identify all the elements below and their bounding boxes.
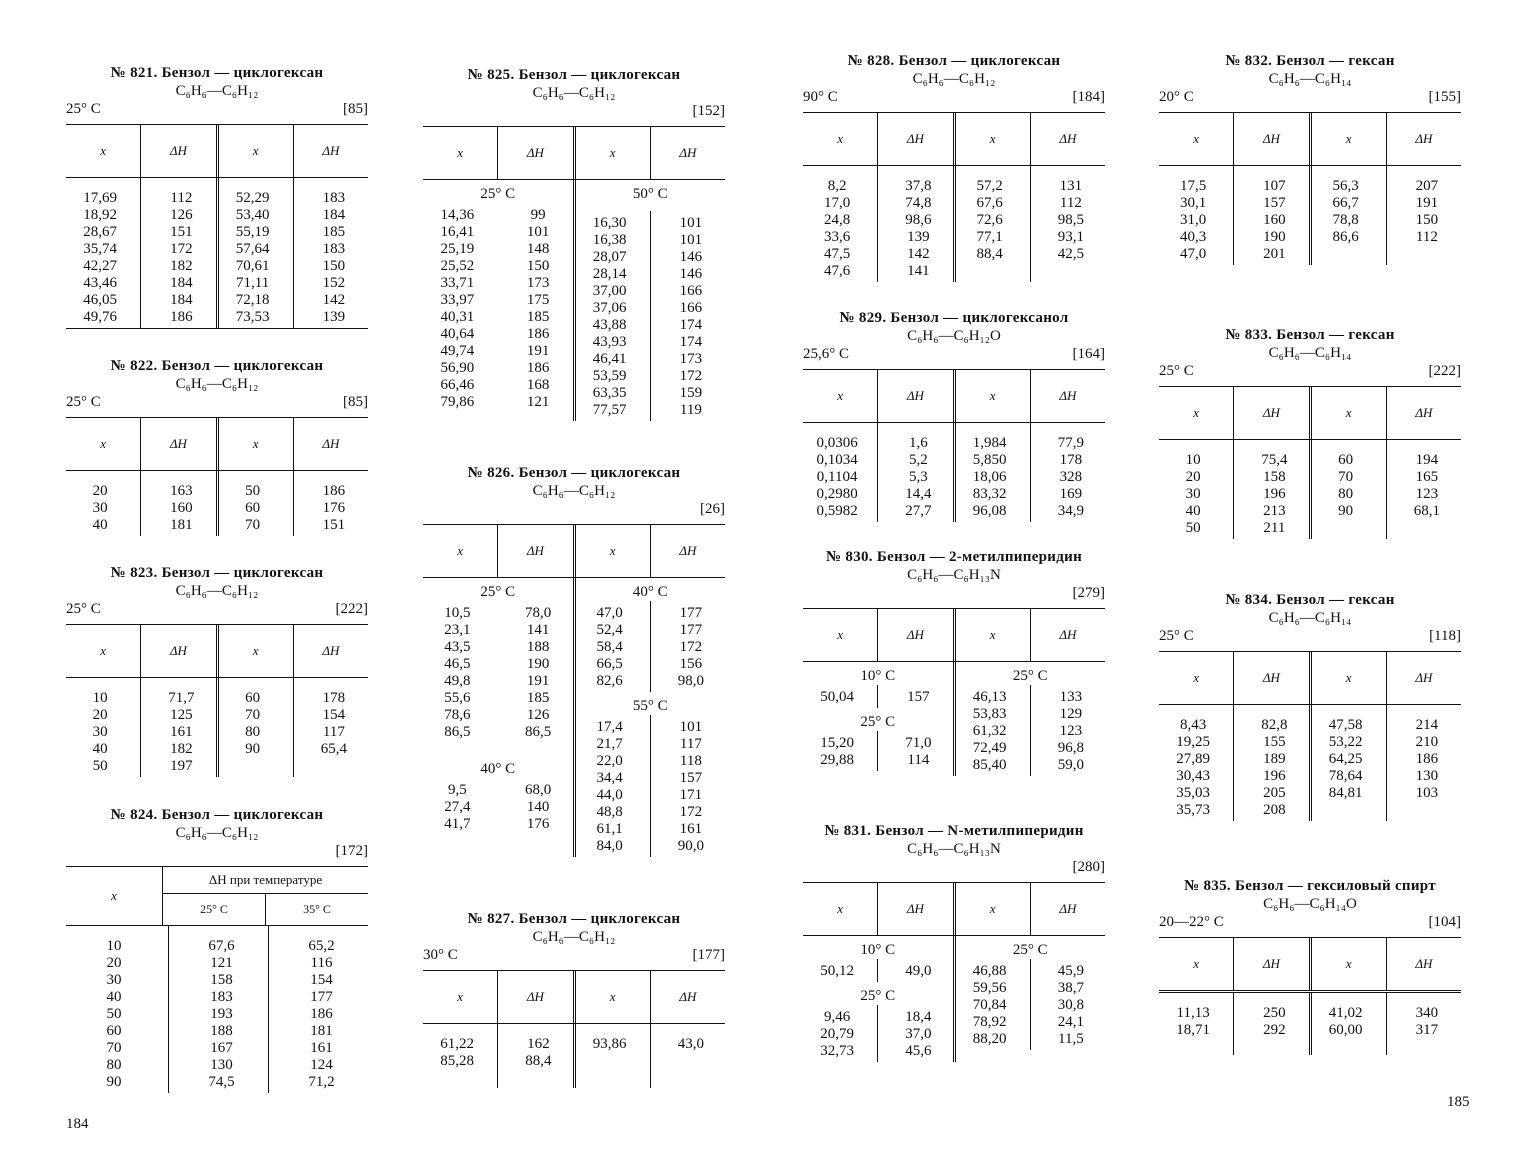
table-column: 340 317	[1386, 993, 1461, 1055]
temperature-subheader: 25° C	[860, 988, 896, 1004]
entry-827	[423, 910, 725, 1088]
page-number-left: 184	[66, 1116, 89, 1132]
table-column: 75,4 158 196 213 211	[1233, 440, 1308, 539]
entry-829	[803, 309, 1105, 522]
table-column: 61,22 85,28	[440, 1036, 474, 1069]
table-column: 46,13 53,83 61,32 72,49 85,40	[972, 689, 1007, 773]
temperature-subheader: 25° C	[1012, 942, 1048, 958]
table-column: 177 177 172 156 98,0	[650, 601, 725, 692]
entry-reference: [164]	[1072, 346, 1105, 362]
table-column: 178 154 117 65,4	[293, 678, 368, 777]
entry-reference: [222]	[335, 601, 368, 617]
table-column: 9,5 27,4 41,7	[444, 782, 471, 832]
data-table: x ΔH x ΔH 61,22 85,28 162 88,4 93,86 43,0	[423, 970, 725, 1088]
table-column: 67,6 121 158 183 193 188 167 130 74,5	[168, 926, 268, 1093]
entry-title: № 826. Бензол — циклогексан	[467, 465, 681, 481]
entry-830	[803, 548, 1105, 776]
table-column: 56,3 66,7 78,8 86,6	[1309, 166, 1386, 265]
entry-temperature: 20° C	[1159, 89, 1194, 105]
entry-formula: C₆H₆—C₆H₁₃N	[907, 841, 1001, 857]
table-column: 10 20 30 40 50	[92, 690, 108, 774]
entry-825	[423, 66, 725, 421]
entry-formula: C₆H₆—C₆H₁₄O	[1263, 896, 1357, 912]
entry-title: № 835. Бензол — гексиловый спирт	[1184, 878, 1436, 894]
temperature-subheader: 25° C	[480, 186, 516, 202]
entry-formula: C₆H₆—C₆H₁₂	[532, 483, 616, 499]
entry-reference: [184]	[1072, 89, 1105, 105]
table-column: 183 184 185 183 150 152 142 139	[293, 178, 368, 328]
table-column: 8,2 17,0 24,8 33,6 47,5 47,6	[824, 178, 851, 279]
entry-reference: [104]	[1428, 914, 1461, 930]
data-table: x ΔH x ΔH 20 30 40 163 160 181 50 60 70 186 176 151	[66, 417, 368, 536]
entry-formula: C₆H₆—C₆H₁₂	[175, 376, 259, 392]
table-column: 99 101 148 150 173 175 185 186 191 186 168 121	[526, 207, 550, 410]
data-table: x ΔH x ΔH 25° C 10,5 23,1 43,5 46,5 49,8 55,6 78,6 86,5 78,0 141 188 190 191 185 126 86,5 40° C 9,5 27,4 41,7 68,0 140 176 40° C 47,0 52,4 58,4 66,5 82,6 177 177 172 156 98,0 55° C 17,4 21,7 22,0 34,4 44,0 48,8 61,1 84,0 101 117 118 157 171 172 161 90,0	[423, 524, 725, 857]
entry-824	[66, 806, 368, 1093]
entry-title: № 821. Бензол — циклогексан	[110, 65, 324, 81]
table-column: 93,86	[573, 1024, 650, 1088]
table-column: 71,7 125 161 182 197	[140, 678, 215, 777]
entry-reference: [85]	[343, 101, 368, 117]
table-column: 17,5 30,1 31,0 40,3 47,0	[1180, 178, 1207, 262]
entry-title: № 832. Бензол — гексан	[1225, 53, 1395, 69]
entry-reference: [26]	[700, 501, 725, 517]
table-column: 1,6 5,2 5,3 14,4 27,7	[877, 423, 952, 522]
table-column: 65,2 116 154 177 186 181 161 124 71,2	[268, 926, 368, 1093]
entry-temperature: 25° C	[66, 601, 101, 617]
data-table: x ΔH x ΔH 10 20 30 40 50 75,4 158 196 213 211 60 70 80 90 194 165 123 68,1	[1159, 386, 1461, 539]
data-table: x ΔH x ΔH 10° C 50,12 49,0 25° C 9,46 20,79 32,73 18,4 37,0 45,6 25° C 46,88 59,56 70,84 78,92 88,20 45,9 38,7 30,8 24,1 11,5	[803, 882, 1105, 1062]
entry-832	[1159, 52, 1461, 265]
data-table: x ΔH при температуре 25° C 35° C 10 20 30 40 50 60 70 80 90 67,6 121 158 183 193 188 167 130 74,5 65,2 116 154 177 186 181 161 124 71,2	[66, 866, 368, 1093]
entry-temperature: 25° C	[66, 101, 101, 117]
table-column: 37,8 74,8 98,6 139 142 141	[877, 166, 952, 282]
table-column: 49,0	[877, 959, 952, 982]
data-table: x ΔH x ΔH 17,69 18,92 28,67 35,74 42,27 43,46 46,05 49,76 112 126 151 172 182 184 184 186 52,29 53,40 55,19 57,64 70,61 71,11 72,18 73,53 183 184 185 183 150 152 142 139	[66, 124, 368, 329]
entry-formula: C₆H₆—C₆H₁₂	[532, 85, 616, 101]
table-column: 52,29 53,40 55,19 57,64 70,61 71,11 72,18 73,53	[216, 178, 293, 328]
entry-reference: [85]	[343, 394, 368, 410]
table-column: 17,69 18,92 28,67 35,74 42,27 43,46 46,05 49,76	[83, 190, 117, 325]
data-table: x ΔH x ΔH 11,13 18,71 250 292 41,02 60,00 340 317	[1159, 937, 1461, 1055]
table-column: 50,04	[820, 689, 854, 705]
table-column: 78,0 141 188 190 191 185 126 86,5	[525, 605, 552, 740]
table-column: 162 88,4	[497, 1024, 572, 1088]
entry-formula: C₆H₆—C₆H₁₄	[1268, 345, 1352, 361]
table-column: 250 292	[1233, 993, 1308, 1055]
entry-834	[1159, 591, 1461, 821]
entry-reference: [280]	[1072, 859, 1105, 875]
data-table: x ΔH x ΔH 10° C 50,04 157 25° C 15,20 29,88 71,0 114 25° C 46,13 53,83 61,32 72,49 85,40 133 129 123 96,8 59,0	[803, 608, 1105, 776]
data-table: x ΔH x ΔH 10 20 30 40 50 71,7 125 161 182 197 60 70 80 90 178 154 117 65,4	[66, 624, 368, 777]
temperature-subheader: 40° C	[632, 584, 668, 600]
entry-formula: C₆H₆—C₆H₁₂	[175, 83, 259, 99]
data-table: x ΔH x ΔH 17,5 30,1 31,0 40,3 47,0 107 157 160 190 201 56,3 66,7 78,8 86,6 207 191 150 112	[1159, 112, 1461, 265]
table-column: 77,9 178 328 169 34,9	[1030, 423, 1105, 522]
table-column: 57,2 67,6 72,6 77,1 88,4	[953, 166, 1030, 282]
table-column: 214 210 186 130 103	[1386, 705, 1461, 821]
entry-temperature: 30° C	[423, 947, 458, 963]
temperature-subheader: 50° C	[632, 186, 668, 202]
table-column: 107 157 160 190 201	[1233, 166, 1308, 265]
entry-reference: [279]	[1072, 585, 1105, 601]
table-column: 10 20 30 40 50	[1185, 452, 1201, 536]
table-column: 186 176 151	[293, 471, 368, 536]
table-column: 8,43 19,25 27,89 30,43 35,03 35,73	[1176, 717, 1210, 818]
entry-formula: C₆H₆—C₆H₁₂	[175, 583, 259, 599]
temperature-subheader: 25° C	[480, 584, 516, 600]
table-column: 68,0 140 176	[525, 782, 552, 832]
table-column: 16,30 16,38 28,07 28,14 37,00 37,06 43,88 43,93 46,41 53,59 63,35 77,57	[592, 215, 627, 418]
entry-reference: [118]	[1429, 628, 1461, 644]
entry-formula: C₆H₆—C₆H₁₃N	[907, 567, 1001, 583]
entry-826	[423, 464, 725, 857]
table-column: 131 112 98,5 93,1 42,5	[1030, 166, 1105, 282]
table-column: 133 129 123 96,8 59,0	[1030, 685, 1105, 776]
page-number-right: 185	[1447, 1094, 1470, 1110]
entry-title: № 831. Бензол — N-метилпиперидин	[824, 823, 1084, 839]
table-column: 47,0 52,4 58,4 66,5 82,6	[596, 605, 623, 689]
entry-title: № 823. Бензол — циклогексан	[110, 565, 324, 581]
temperature-subheader: 40° C	[480, 761, 516, 777]
table-column: 10 20 30 40 50 60 70 80 90	[106, 938, 122, 1090]
data-table: x ΔH x ΔH 8,43 19,25 27,89 30,43 35,03 35,73 82,8 155 189 196 205 208 47,58 53,22 64,25 78,64 84,81 214 210 186 130 103	[1159, 651, 1461, 821]
table-column: 14,36 16,41 25,19 25,52 33,71 33,97 40,31 40,64 49,74 56,90 66,46 79,86	[440, 207, 475, 410]
entry-temperature: 25° C	[1159, 363, 1194, 379]
entry-reference: [172]	[335, 843, 368, 859]
table-column: 163 160 181	[140, 471, 215, 536]
entry-reference: [155]	[1428, 89, 1461, 105]
table-column: 10,5 23,1 43,5 46,5 49,8 55,6 78,6 86,5	[444, 605, 471, 740]
data-table: x ΔH x ΔH 25° C 14,36 16,41 25,19 25,52 33,71 33,97 40,31 40,64 49,74 56,90 66,46 79,86 99 101 148 150 173 175 185 186 191 186 168 121 50° C 16,30 16,38 28,07 28,14 37,00 37,06 43,88 43,93 46,41 53,59 63,35 77,57 101 101 146 146 166 166 174 174 173 172 159 119	[423, 126, 725, 421]
entry-reference: [177]	[692, 947, 725, 963]
entry-title: № 830. Бензол — 2-метилпиперидин	[825, 549, 1083, 565]
table-column: 157	[877, 685, 952, 708]
entry-title: № 825. Бензол — циклогексан	[467, 67, 681, 83]
table-column: 11,13 18,71	[1176, 1005, 1210, 1038]
entry-temperature: 25° C	[66, 394, 101, 410]
entry-821	[66, 64, 368, 329]
entry-temperature: 25,6° C	[803, 346, 850, 362]
temperature-subheader: 10° C	[860, 942, 896, 958]
entry-833	[1159, 326, 1461, 539]
entry-reference: [152]	[692, 103, 725, 119]
entry-title: № 827. Бензол — циклогексан	[467, 911, 681, 927]
table-column: 1,984 5,850 18,06 83,32 96,08	[953, 423, 1030, 522]
table-column: 101 101 146 146 166 166 174 174 173 172 159 119	[650, 211, 725, 421]
entry-temperature: 90° C	[803, 89, 838, 105]
entry-title: № 834. Бензол — гексан	[1225, 592, 1395, 608]
entry-835	[1159, 877, 1461, 1055]
table-column: 20 30 40	[92, 483, 108, 533]
entry-823	[66, 564, 368, 777]
table-column: 9,46 20,79 32,73	[820, 1009, 854, 1059]
temperature-subheader: 10° C	[860, 668, 896, 684]
entry-formula: C₆H₆—C₆H₁₂	[912, 71, 996, 87]
entry-title: № 822. Бензол — циклогексан	[110, 358, 324, 374]
entry-temperature: 20—22° C	[1159, 914, 1224, 930]
entry-formula: C₆H₆—C₆H₁₂	[532, 929, 616, 945]
entry-temperature: 25° C	[1159, 628, 1194, 644]
data-table: x ΔH x ΔH 0,0306 0,1034 0,1104 0,2980 0,5982 1,6 5,2 5,3 14,4 27,7 1,984 5,850 18,06 83,32 96,08 77,9 178 328 169 34,9	[803, 369, 1105, 522]
entry-title: № 828. Бензол — циклогексан	[847, 53, 1061, 69]
table-column: 50 60 70	[216, 471, 293, 536]
entry-formula: C₆H₆—C₆H₁₂O	[907, 328, 1001, 344]
table-column: 50,12	[820, 963, 854, 979]
table-column: 60 70 80 90	[216, 678, 293, 777]
entry-828	[803, 52, 1105, 282]
table-column: 43,0	[650, 1024, 725, 1088]
table-column: 46,88 59,56 70,84 78,92 88,20	[972, 963, 1007, 1047]
table-column: 41,02 60,00	[1309, 993, 1386, 1055]
table-column: 82,8 155 189 196 205 208	[1233, 705, 1308, 821]
table-column: 71,0 114	[877, 731, 952, 771]
table-column: 18,4 37,0 45,6	[877, 1005, 952, 1062]
temperature-subheader: 25° C	[860, 714, 896, 730]
table-column: 101 117 118 157 171 172 161 90,0	[650, 715, 725, 857]
table-column: 194 165 123 68,1	[1386, 440, 1461, 539]
entry-reference: [222]	[1428, 363, 1461, 379]
table-column: 207 191 150 112	[1386, 166, 1461, 265]
entry-formula: C₆H₆—C₆H₁₂	[175, 825, 259, 841]
table-column: 0,0306 0,1034 0,1104 0,2980 0,5982	[816, 435, 858, 519]
temperature-subheader: 55° C	[632, 698, 668, 714]
table-column: 112 126 151 172 182 184 184 186	[140, 178, 215, 328]
entry-title: № 829. Бензол — циклогексанол	[839, 310, 1069, 326]
table-column: 45,9 38,7 30,8 24,1 11,5	[1030, 959, 1105, 1050]
entry-title: № 824. Бензол — циклогексан	[110, 807, 324, 823]
table-column: 17,4 21,7 22,0 34,4 44,0 48,8 61,1 84,0	[596, 719, 623, 854]
temperature-subheader: 25° C	[1012, 668, 1048, 684]
entry-831	[803, 822, 1105, 1062]
table-column: 15,20 29,88	[820, 735, 854, 768]
group-header: ΔH при температуре	[163, 867, 368, 894]
entry-822	[66, 357, 368, 536]
entry-formula: C₆H₆—C₆H₁₄	[1268, 71, 1352, 87]
table-column: 60 70 80 90	[1309, 440, 1386, 539]
table-column: 47,58 53,22 64,25 78,64 84,81	[1309, 705, 1386, 821]
entry-title: № 833. Бензол — гексан	[1225, 327, 1395, 343]
entry-formula: C₆H₆—C₆H₁₄	[1268, 610, 1352, 626]
data-table: x ΔH x ΔH 8,2 17,0 24,8 33,6 47,5 47,6 37,8 74,8 98,6 139 142 141 57,2 67,6 72,6 77,1 88,4 131 112 98,5 93,1 42,5	[803, 112, 1105, 282]
